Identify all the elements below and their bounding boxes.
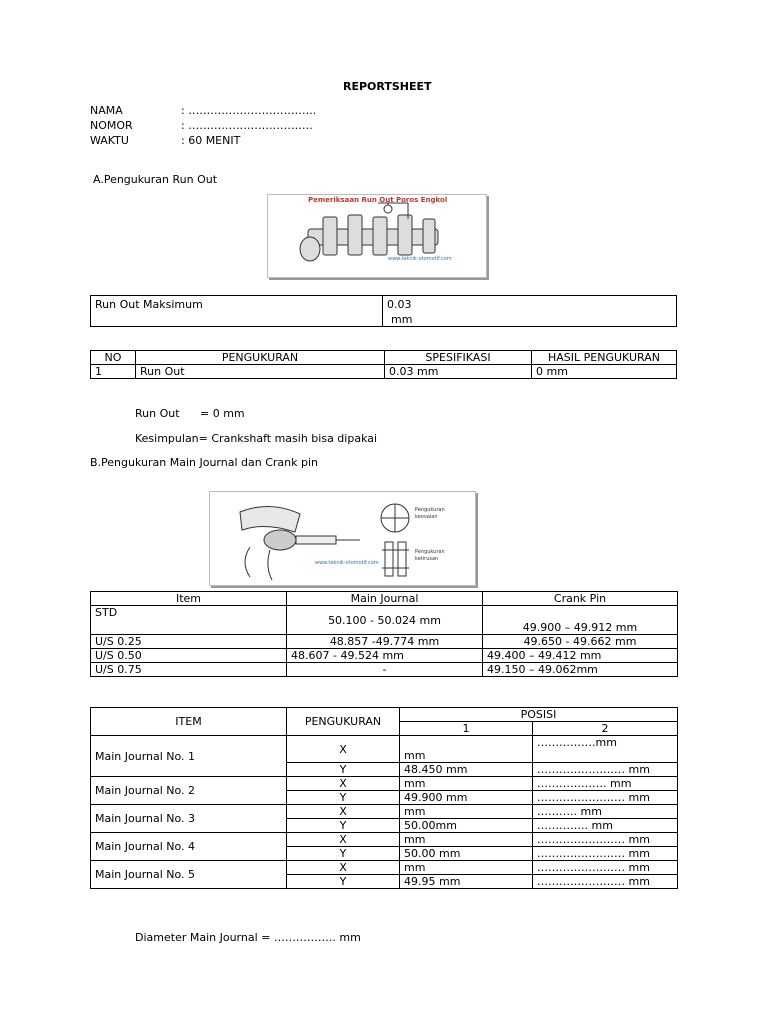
cell-item: Main Journal No. 4 bbox=[91, 833, 287, 861]
table-row bbox=[91, 635, 678, 649]
table-header-row bbox=[91, 351, 677, 365]
col-main-journal: Main Journal bbox=[287, 592, 483, 606]
cell-crank-pin: 49.150 – 49.062mm bbox=[483, 663, 678, 677]
runout-figure bbox=[268, 195, 486, 277]
col-posisi: POSISI bbox=[400, 708, 678, 722]
runout-max-value-line2: mm bbox=[391, 313, 413, 326]
runout-max-value bbox=[383, 296, 677, 327]
table-row bbox=[91, 663, 678, 677]
table-header-row bbox=[91, 592, 678, 606]
journal-figure-url: www.teknik-otomotif.com bbox=[315, 560, 379, 566]
cell-axis-x: X bbox=[287, 833, 400, 847]
spec-table bbox=[90, 591, 678, 677]
cell-axis-y: Y bbox=[287, 819, 400, 833]
diameter-main-journal: Diameter Main Journal = …………….. mm bbox=[135, 931, 361, 944]
cell-hasil: 0 mm bbox=[532, 365, 677, 379]
cell-crank-pin: 49.650 - 49.662 mm bbox=[483, 635, 678, 649]
col-hasil: HASIL PENGUKURAN bbox=[532, 351, 677, 365]
conclusion-text: Kesimpulan= Crankshaft masih bisa dipakai bbox=[135, 432, 378, 445]
cell-pos1: mm bbox=[400, 833, 533, 847]
position-table bbox=[90, 707, 678, 889]
col-pengukuran: PENGUKURAN bbox=[136, 351, 385, 365]
cell-pos1: 50.00 mm bbox=[400, 847, 533, 861]
cell-pengukuran: Run Out bbox=[136, 365, 385, 379]
table-row bbox=[91, 736, 678, 763]
cell-axis-x: X bbox=[287, 736, 400, 763]
waktu-value: : 60 MENIT bbox=[181, 134, 241, 147]
runout-result-label: Run Out bbox=[135, 407, 180, 420]
cell-pos1: mm bbox=[400, 805, 533, 819]
cell-axis-x: X bbox=[287, 805, 400, 819]
col-posisi-2: 2 bbox=[533, 722, 678, 736]
cell-pos1: mm bbox=[400, 777, 533, 791]
col-posisi-1: 1 bbox=[400, 722, 533, 736]
section-b-heading: B.Pengukuran Main Journal dan Crank pin bbox=[90, 456, 318, 469]
runout-measure-table bbox=[90, 350, 677, 379]
table-row bbox=[91, 296, 677, 327]
cell-item: Main Journal No. 3 bbox=[91, 805, 287, 833]
journal-figure-label-top-1: Pengukuran bbox=[415, 507, 445, 513]
table-row bbox=[91, 777, 678, 791]
cell-main-journal: - bbox=[287, 663, 483, 677]
table-row bbox=[91, 649, 678, 663]
cell-pos1: 49.95 mm bbox=[400, 875, 533, 889]
cell-spesifikasi: 0.03 mm bbox=[385, 365, 532, 379]
nomor-value: : ……………………………. bbox=[181, 119, 313, 132]
table-row bbox=[91, 861, 678, 875]
runout-figure-title: Pemeriksaan Run Out Poros Engkol bbox=[308, 196, 448, 204]
runout-max-table bbox=[90, 295, 677, 327]
cell-pos1: 49.900 mm bbox=[400, 791, 533, 805]
cell-crank-pin: 49.900 – 49.912 mm bbox=[483, 606, 678, 635]
cell-main-journal: 48.607 - 49.524 mm bbox=[287, 649, 483, 663]
cell-pos2: …………………… mm bbox=[533, 861, 678, 875]
table-row bbox=[91, 805, 678, 819]
cell-pos2: …………….mm bbox=[533, 736, 678, 763]
nama-label: NAMA bbox=[90, 104, 123, 117]
cell-item: U/S 0.25 bbox=[91, 635, 287, 649]
col-spesifikasi: SPESIFIKASI bbox=[385, 351, 532, 365]
nama-value: : …………………………….. bbox=[181, 104, 317, 117]
col-crank-pin: Crank Pin bbox=[483, 592, 678, 606]
col-item: Item bbox=[91, 592, 287, 606]
cell-pos2: …………………… mm bbox=[533, 847, 678, 861]
journal-figure-label-top-2: keovalan bbox=[415, 514, 438, 520]
cell-item: Main Journal No. 1 bbox=[91, 736, 287, 777]
table-row bbox=[91, 833, 678, 847]
cell-pos2: ………………. mm bbox=[533, 777, 678, 791]
cell-pos2: …………………… mm bbox=[533, 791, 678, 805]
table-row bbox=[91, 365, 677, 379]
cell-item: U/S 0.75 bbox=[91, 663, 287, 677]
nomor-label: NOMOR bbox=[90, 119, 133, 132]
cell-item: Main Journal No. 2 bbox=[91, 777, 287, 805]
cell-axis-y: Y bbox=[287, 791, 400, 805]
cell-axis-x: X bbox=[287, 777, 400, 791]
waktu-label: WAKTU bbox=[90, 134, 129, 147]
col-no: NO bbox=[91, 351, 136, 365]
cell-pos1: mm bbox=[400, 861, 533, 875]
cell-axis-y: Y bbox=[287, 875, 400, 889]
micrometer-illustration bbox=[210, 492, 475, 585]
section-a-heading: A.Pengukuran Run Out bbox=[93, 173, 218, 186]
crankshaft-illustration bbox=[268, 195, 486, 277]
journal-figure-label-bottom-1: Pengukuran bbox=[415, 549, 445, 555]
runout-result-value: = 0 mm bbox=[200, 407, 245, 420]
table-row bbox=[91, 606, 678, 635]
cell-pos1: 48.450 mm bbox=[400, 763, 533, 777]
cell-pos2: ……….. mm bbox=[533, 805, 678, 819]
cell-item: STD bbox=[91, 606, 287, 635]
cell-item: U/S 0.50 bbox=[91, 649, 287, 663]
cell-pos1: mm bbox=[400, 736, 533, 763]
cell-axis-y: Y bbox=[287, 847, 400, 861]
cell-item: Main Journal No. 5 bbox=[91, 861, 287, 889]
runout-figure-url: www.teknik-otomotif.com bbox=[388, 256, 452, 262]
journal-figure bbox=[210, 492, 475, 585]
cell-no: 1 bbox=[91, 365, 136, 379]
col-item: ITEM bbox=[91, 708, 287, 736]
col-pengukuran: PENGUKURAN bbox=[287, 708, 400, 736]
cell-pos2: …………………… mm bbox=[533, 875, 678, 889]
cell-pos1: 50.00mm bbox=[400, 819, 533, 833]
journal-figure-label-bottom-2: ketirusan bbox=[415, 556, 439, 562]
cell-axis-x: X bbox=[287, 861, 400, 875]
cell-axis-y: Y bbox=[287, 763, 400, 777]
page-title: REPORTSHEET bbox=[343, 80, 432, 93]
runout-max-label: Run Out Maksimum bbox=[91, 296, 383, 327]
cell-pos2: …………………… mm bbox=[533, 833, 678, 847]
runout-max-value-line1: 0.03 bbox=[387, 298, 412, 311]
table-header-row bbox=[91, 708, 678, 722]
cell-pos2: …………………… mm bbox=[533, 763, 678, 777]
cell-main-journal: 48.857 -49.774 mm bbox=[287, 635, 483, 649]
cell-pos2: ………….. mm bbox=[533, 819, 678, 833]
cell-main-journal: 50.100 - 50.024 mm bbox=[287, 606, 483, 635]
cell-crank-pin: 49.400 – 49.412 mm bbox=[483, 649, 678, 663]
